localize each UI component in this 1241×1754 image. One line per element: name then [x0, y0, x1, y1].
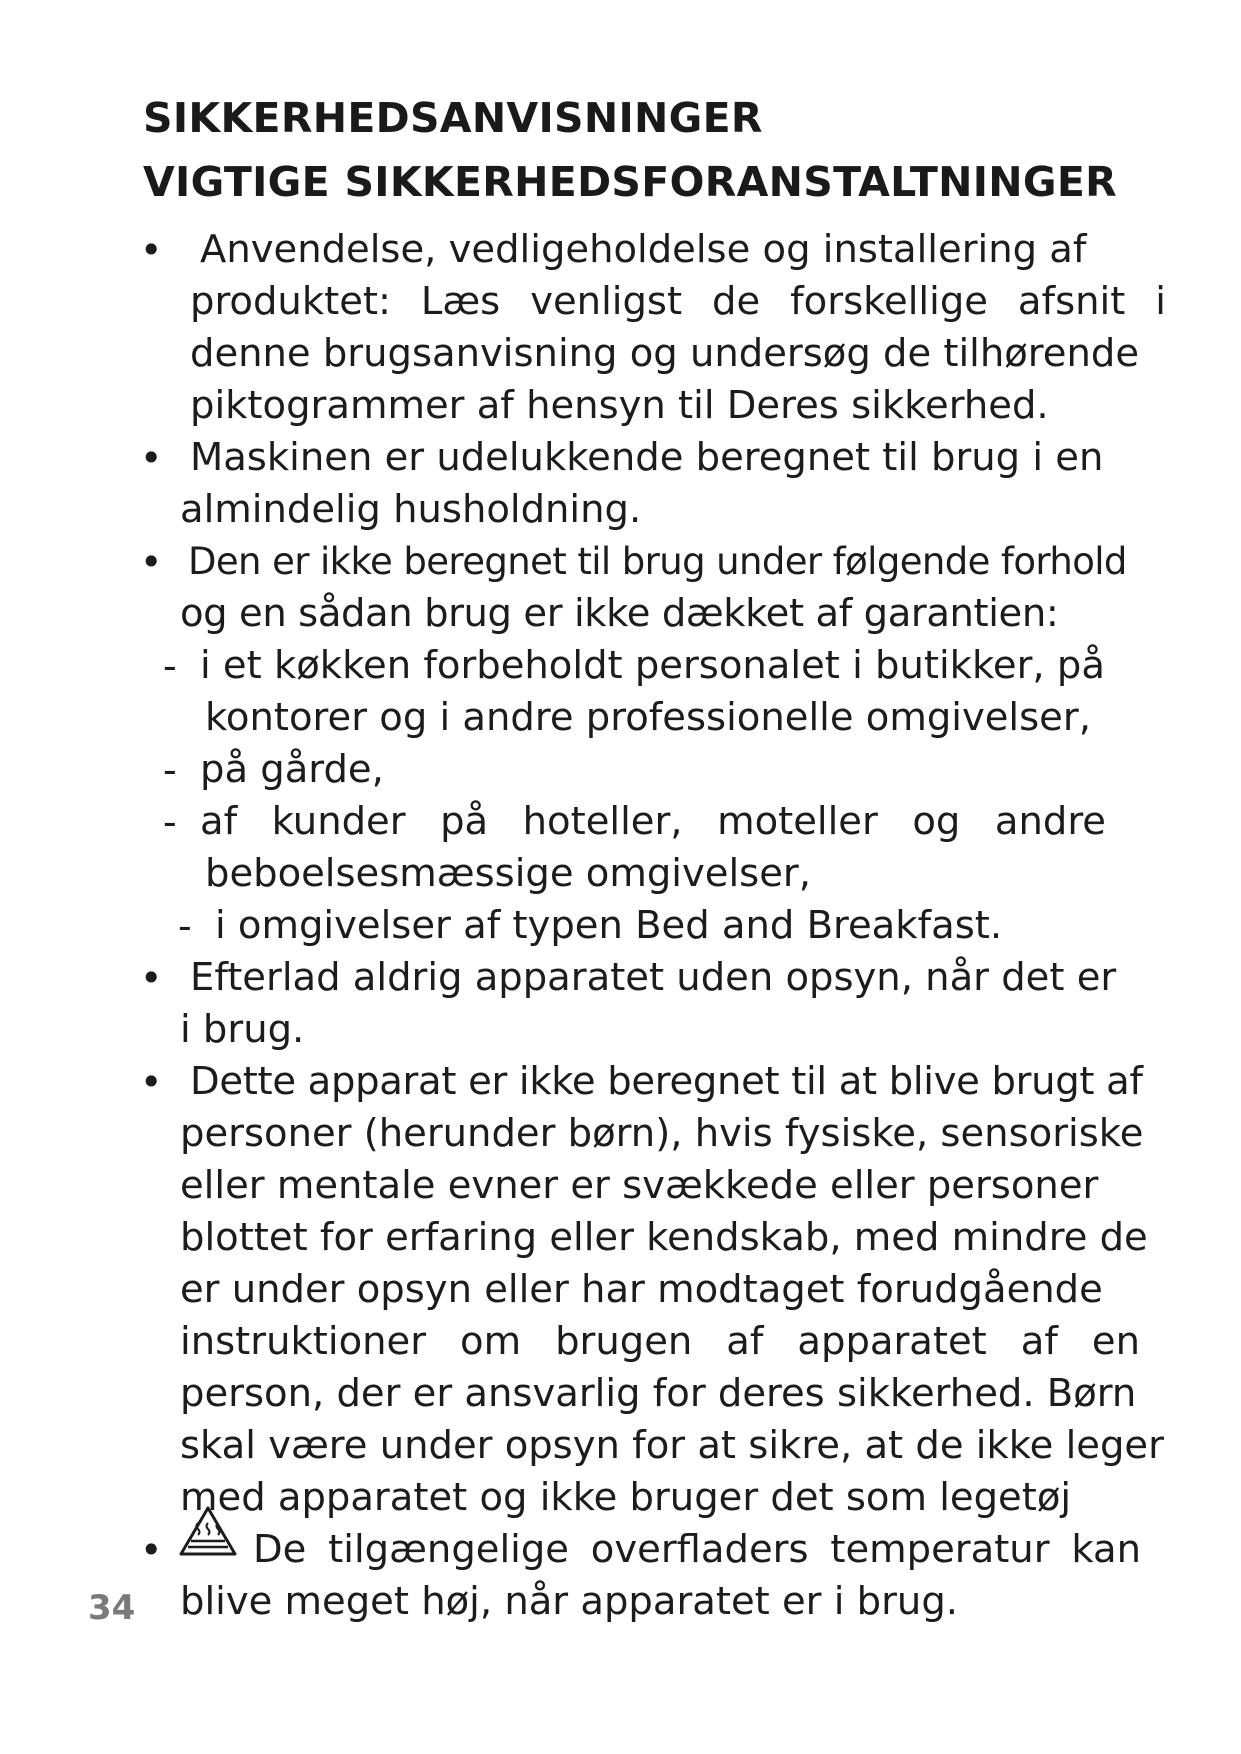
text-line: blive meget høj, når apparatet er i brug.: [180, 1579, 959, 1624]
text-line: på gårde,: [200, 747, 384, 792]
text-line: er under opsyn eller har modtaget forudgående: [180, 1267, 1103, 1312]
text-line: beboelsesmæssige omgivelser,: [205, 851, 811, 896]
bullet-marker: •: [140, 956, 163, 1000]
text-line: Anvendelse, vedligeholdelse og installering af: [200, 227, 1087, 272]
text-line: denne brugsanvisning og undersøg de tilhørende: [190, 331, 1140, 376]
text-line: skal være under opsyn for at sikre, at de ikke leger: [180, 1423, 1164, 1468]
bullet-marker: •: [140, 1060, 163, 1104]
section-subheading: VIGTIGE SIKKERHEDSFORANSTALTNINGER: [143, 158, 1117, 206]
text-line: piktogrammer af hensyn til Deres sikkerhed.: [190, 383, 1049, 428]
text-line: i omgivelser af typen Bed and Breakfast.: [215, 903, 1003, 948]
bullet-marker: •: [140, 1528, 163, 1572]
text-line: i brug.: [180, 1007, 305, 1052]
text-line: med apparatet og ikke bruger det som legetøj: [180, 1475, 1072, 1520]
text-line: personer (herunder børn), hvis fysiske, sensoriske: [180, 1111, 1144, 1156]
text-line: og en sådan brug er ikke dækket af garantien:: [180, 591, 1059, 636]
dash-marker: -: [178, 904, 192, 948]
dash-marker: -: [163, 748, 177, 792]
text-line: person, der er ansvarlig for deres sikkerhed. Børn: [180, 1371, 1137, 1416]
text-line: i et køkken forbeholdt personalet i butikker, på: [200, 643, 1105, 688]
bullet-marker: •: [140, 436, 163, 480]
bullet-marker: •: [140, 540, 163, 584]
text-line: Maskinen er udelukkende beregnet til brug i en: [190, 435, 1104, 480]
section-heading: SIKKERHEDSANVISNINGER: [143, 94, 763, 142]
text-line: Efterlad aldrig apparatet uden opsyn, når det er: [190, 955, 1117, 1000]
text-line: produktet: Læs venligst de forskellige afsnit i: [190, 279, 1166, 324]
text-line: eller mentale evner er svækkede eller personer: [180, 1163, 1099, 1208]
hot-surface-warning-icon: [178, 1505, 238, 1557]
text-line: kontorer og i andre professionelle omgivelser,: [205, 695, 1091, 740]
text-line: af kunder på hoteller, moteller og andre: [200, 799, 1106, 844]
text-line: almindelig husholdning.: [180, 487, 642, 532]
dash-marker: -: [163, 644, 177, 688]
text-line: Den er ikke beregnet til brug under følgende forhold: [188, 540, 1127, 583]
text-line: De tilgængelige overfladers temperatur kan: [253, 1527, 1141, 1572]
dash-marker: -: [163, 800, 177, 844]
text-line: Dette apparat er ikke beregnet til at blive brugt af: [190, 1059, 1143, 1104]
bullet-marker: •: [140, 228, 163, 272]
page-number: 34: [88, 1588, 136, 1628]
text-line: blottet for erfaring eller kendskab, med mindre de: [180, 1215, 1148, 1260]
text-line: instruktioner om brugen af apparatet af en: [180, 1319, 1140, 1364]
